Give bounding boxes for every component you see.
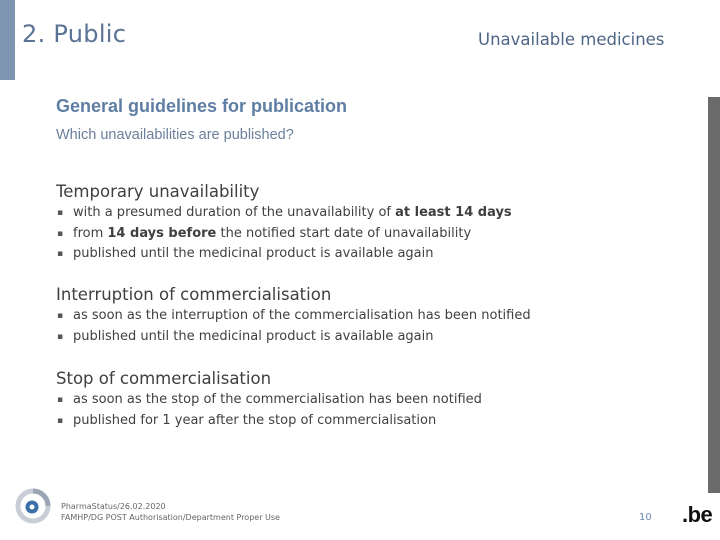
page-number: 10 — [639, 512, 652, 523]
footer-line-date: PharmaStatus/26.02.2020 — [61, 502, 166, 511]
bullet-emphasis: 14 days before — [107, 225, 217, 241]
block-title: Temporary unavailability — [56, 182, 260, 201]
bullet-marker-icon: ▪ — [57, 331, 64, 342]
bullet-marker-icon: ▪ — [57, 395, 64, 405]
bullet-item — [56, 244, 512, 265]
block-stop-of-commercialisation — [56, 368, 482, 431]
bullet-item — [56, 327, 531, 348]
block-interruption-of-commercialisation — [56, 284, 531, 347]
block-title: Stop of commercialisation — [56, 369, 272, 388]
footer-text — [61, 501, 280, 523]
bullet-item — [56, 203, 512, 224]
bullet-item — [56, 224, 512, 245]
bullet-text: the notified start date of unavailability — [216, 225, 472, 241]
block-temporary-unavailability — [56, 181, 512, 265]
slide-heading: General guidelines for publication — [56, 96, 348, 116]
bullet-text: from — [73, 225, 108, 241]
accent-bar — [0, 0, 15, 80]
famhp-logo — [13, 486, 53, 526]
bullet-list — [56, 306, 531, 347]
bullet-list — [56, 390, 482, 431]
bullet-text: published until the medicinal product is available again — [73, 246, 434, 261]
bullet-text: as soon as the stop of the commercialisation has been notified — [73, 392, 482, 407]
topic-title: Unavailable medicines — [478, 30, 665, 49]
bullet-text: as soon as the interruption of the commercialisation has been notified — [73, 308, 531, 323]
be-logo: .be — [682, 502, 713, 527]
section-title: 2. Public — [22, 20, 127, 48]
bullet-marker-icon: ▪ — [57, 311, 64, 321]
bullet-marker-icon: ▪ — [57, 249, 64, 259]
footer-line-department: FAMHP/DG POST Authorisation/Department Proper Use — [61, 513, 280, 522]
bullet-marker-icon: ▪ — [57, 415, 64, 426]
bullet-text: with a presumed duration of the unavailability of — [73, 205, 396, 220]
bullet-item — [56, 390, 482, 411]
block-title: Interruption of commercialisation — [56, 285, 332, 304]
bullet-text: published for 1 year after the stop of commercialisation — [73, 412, 437, 428]
bullet-list — [56, 203, 512, 265]
bullet-marker-icon: ▪ — [57, 208, 64, 218]
bullet-marker-icon: ▪ — [57, 228, 64, 239]
bullet-item — [56, 411, 482, 432]
bullet-text: published until the medicinal product is available again — [73, 328, 434, 344]
bullet-item — [56, 306, 531, 327]
bullet-emphasis: at least 14 days — [395, 205, 512, 220]
slide-subheading: Which unavailabilities are published? — [56, 127, 294, 143]
right-edge-bar — [708, 97, 720, 493]
